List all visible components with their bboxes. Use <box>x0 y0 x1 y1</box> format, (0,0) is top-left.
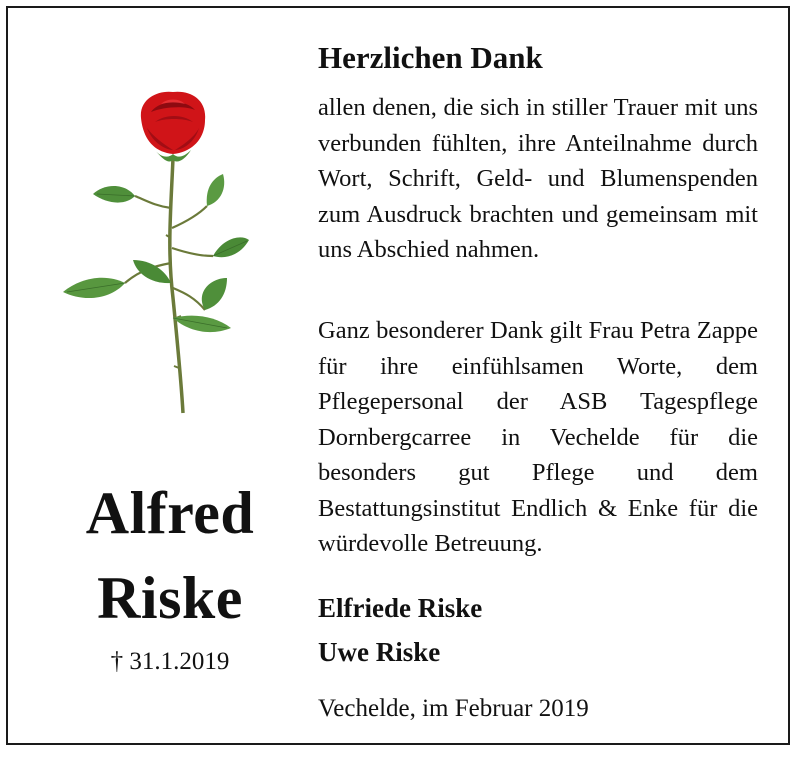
red-rose-icon <box>55 88 255 418</box>
rose-leaf <box>213 237 249 257</box>
rose-leaf <box>207 174 225 206</box>
rose-leaf <box>202 278 227 310</box>
notice-paragraph-1: allen denen, die sich in stiller Trauer mit uns verbunden fühlten, ihre Anteilnahme durch Wort, Schrift, Geld- und Blumenspenden zum Ausdruck brachten und gemeinsam mit uns Abschied nahmen. <box>318 94 758 263</box>
death-date: † 31.1.2019 <box>110 648 230 675</box>
place-date: Vechelde, im Februar 2019 <box>318 695 589 722</box>
rose-leaf <box>173 316 231 332</box>
notice-heading: Herzlichen Dank <box>318 40 543 75</box>
rose-stem <box>170 158 183 413</box>
signer-name: Uwe Riske <box>318 637 441 667</box>
signer-name: Elfriede Riske <box>318 593 483 623</box>
deceased-last-name: Riske <box>97 565 243 631</box>
notice-paragraph-2: Ganz besonderer Dank gilt Frau Petra Zappe für ihre einfühlsamen Worte, dem Pflegepersonal der ASB Tagespflege Dornbergcarree in Vechelde für die besonders gut Pflege und dem Bestattungsinstitut Endlich & Enke für die würdevolle Betreuung. <box>318 317 758 557</box>
deceased-first-name: Alfred <box>85 480 255 546</box>
